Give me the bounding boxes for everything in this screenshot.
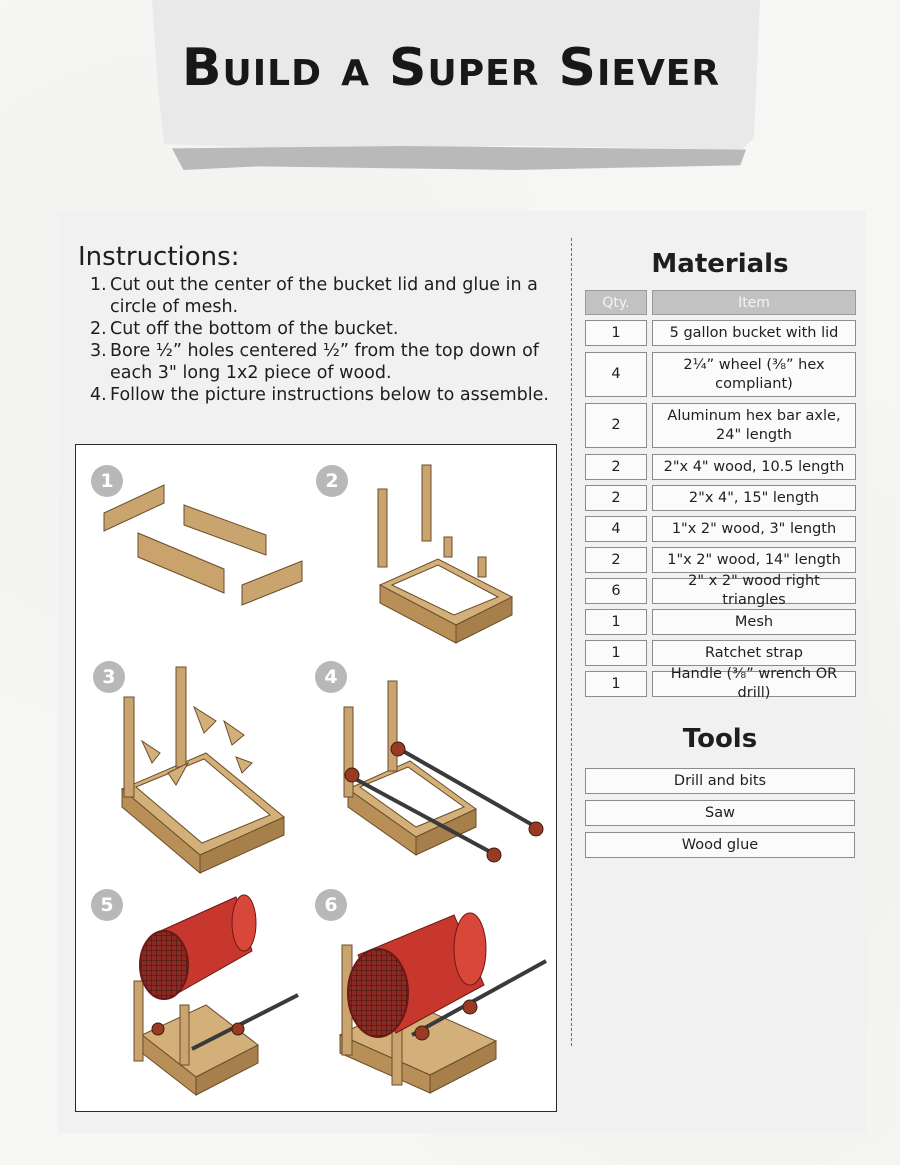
step-number: 3. — [90, 341, 107, 361]
materials-qty-cell: 4 — [585, 352, 647, 397]
materials-qty-cell: 1 — [585, 609, 647, 635]
materials-qty-cell: 6 — [585, 578, 647, 604]
assembly-illustration — [76, 445, 558, 1113]
materials-qty-cell: 4 — [585, 516, 647, 542]
materials-qty-cell: 2 — [585, 485, 647, 511]
column-divider — [571, 238, 572, 1046]
materials-qty-header: Qty. — [585, 290, 647, 315]
step-5-illustration — [134, 895, 298, 1095]
materials-item-cell: 2"x 4" wood, 10.5 length — [652, 454, 856, 480]
tool-item: Saw — [585, 800, 855, 826]
materials-qty-cell: 2 — [585, 454, 647, 480]
step-number: 4. — [90, 385, 107, 405]
step-text: Follow the picture instructions below to assemble. — [110, 385, 549, 405]
instruction-steps — [90, 274, 560, 406]
step-3-illustration — [122, 667, 284, 873]
materials-qty-cell: 1 — [585, 671, 647, 697]
step-number: 1. — [90, 275, 107, 295]
materials-item-cell: Mesh — [652, 609, 856, 635]
step-badge: 2 — [316, 465, 348, 497]
instruction-step — [90, 384, 560, 406]
instruction-step — [90, 340, 560, 384]
materials-item-cell: Ratchet strap — [652, 640, 856, 666]
instructions-heading: Instructions: — [78, 242, 240, 272]
step-badge: 5 — [91, 889, 123, 921]
tool-item: Wood glue — [585, 832, 855, 858]
step-badge: 3 — [93, 661, 125, 693]
materials-qty-cell: 2 — [585, 547, 647, 573]
materials-qty-cell: 1 — [585, 640, 647, 666]
tools-heading: Tools — [682, 724, 758, 754]
step-text: Bore ½” holes centered ½” from the top down of each 3" long 1x2 piece of wood. — [110, 341, 539, 383]
step-badge: 6 — [315, 889, 347, 921]
materials-item-cell: 1"x 2" wood, 3" length — [652, 516, 856, 542]
materials-qty-cell: 2 — [585, 403, 647, 448]
step-2-illustration — [378, 465, 512, 643]
step-text: Cut out the center of the bucket lid and glue in a circle of mesh. — [110, 275, 538, 317]
step-number: 2. — [90, 319, 107, 339]
step-badge: 1 — [91, 465, 123, 497]
instruction-step — [90, 274, 560, 318]
page-title: Build a Super Siever — [181, 38, 721, 98]
materials-item-header: Item — [652, 290, 856, 315]
materials-item-cell: Handle (⅜” wrench OR drill) — [652, 671, 856, 697]
materials-qty-cell: 1 — [585, 320, 647, 346]
materials-item-cell: 2"x 4", 15" length — [652, 485, 856, 511]
title-underline-stroke — [172, 146, 746, 170]
materials-item-cell: Aluminum hex bar axle, 24" length — [652, 403, 856, 448]
materials-item-cell: 2¼” wheel (⅜” hex compliant) — [652, 352, 856, 397]
step-4-illustration — [344, 681, 543, 862]
materials-item-cell: 2" x 2" wood right triangles — [652, 578, 856, 604]
step-6-illustration — [340, 913, 546, 1093]
materials-heading: Materials — [651, 249, 789, 279]
step-text: Cut off the bottom of the bucket. — [110, 319, 399, 339]
tool-item: Drill and bits — [585, 768, 855, 794]
materials-item-cell: 1"x 2" wood, 14" length — [652, 547, 856, 573]
assembly-figure — [75, 444, 557, 1112]
step-badge: 4 — [315, 661, 347, 693]
materials-item-cell: 5 gallon bucket with lid — [652, 320, 856, 346]
step-1-illustration — [104, 485, 302, 605]
instruction-step — [90, 318, 560, 340]
